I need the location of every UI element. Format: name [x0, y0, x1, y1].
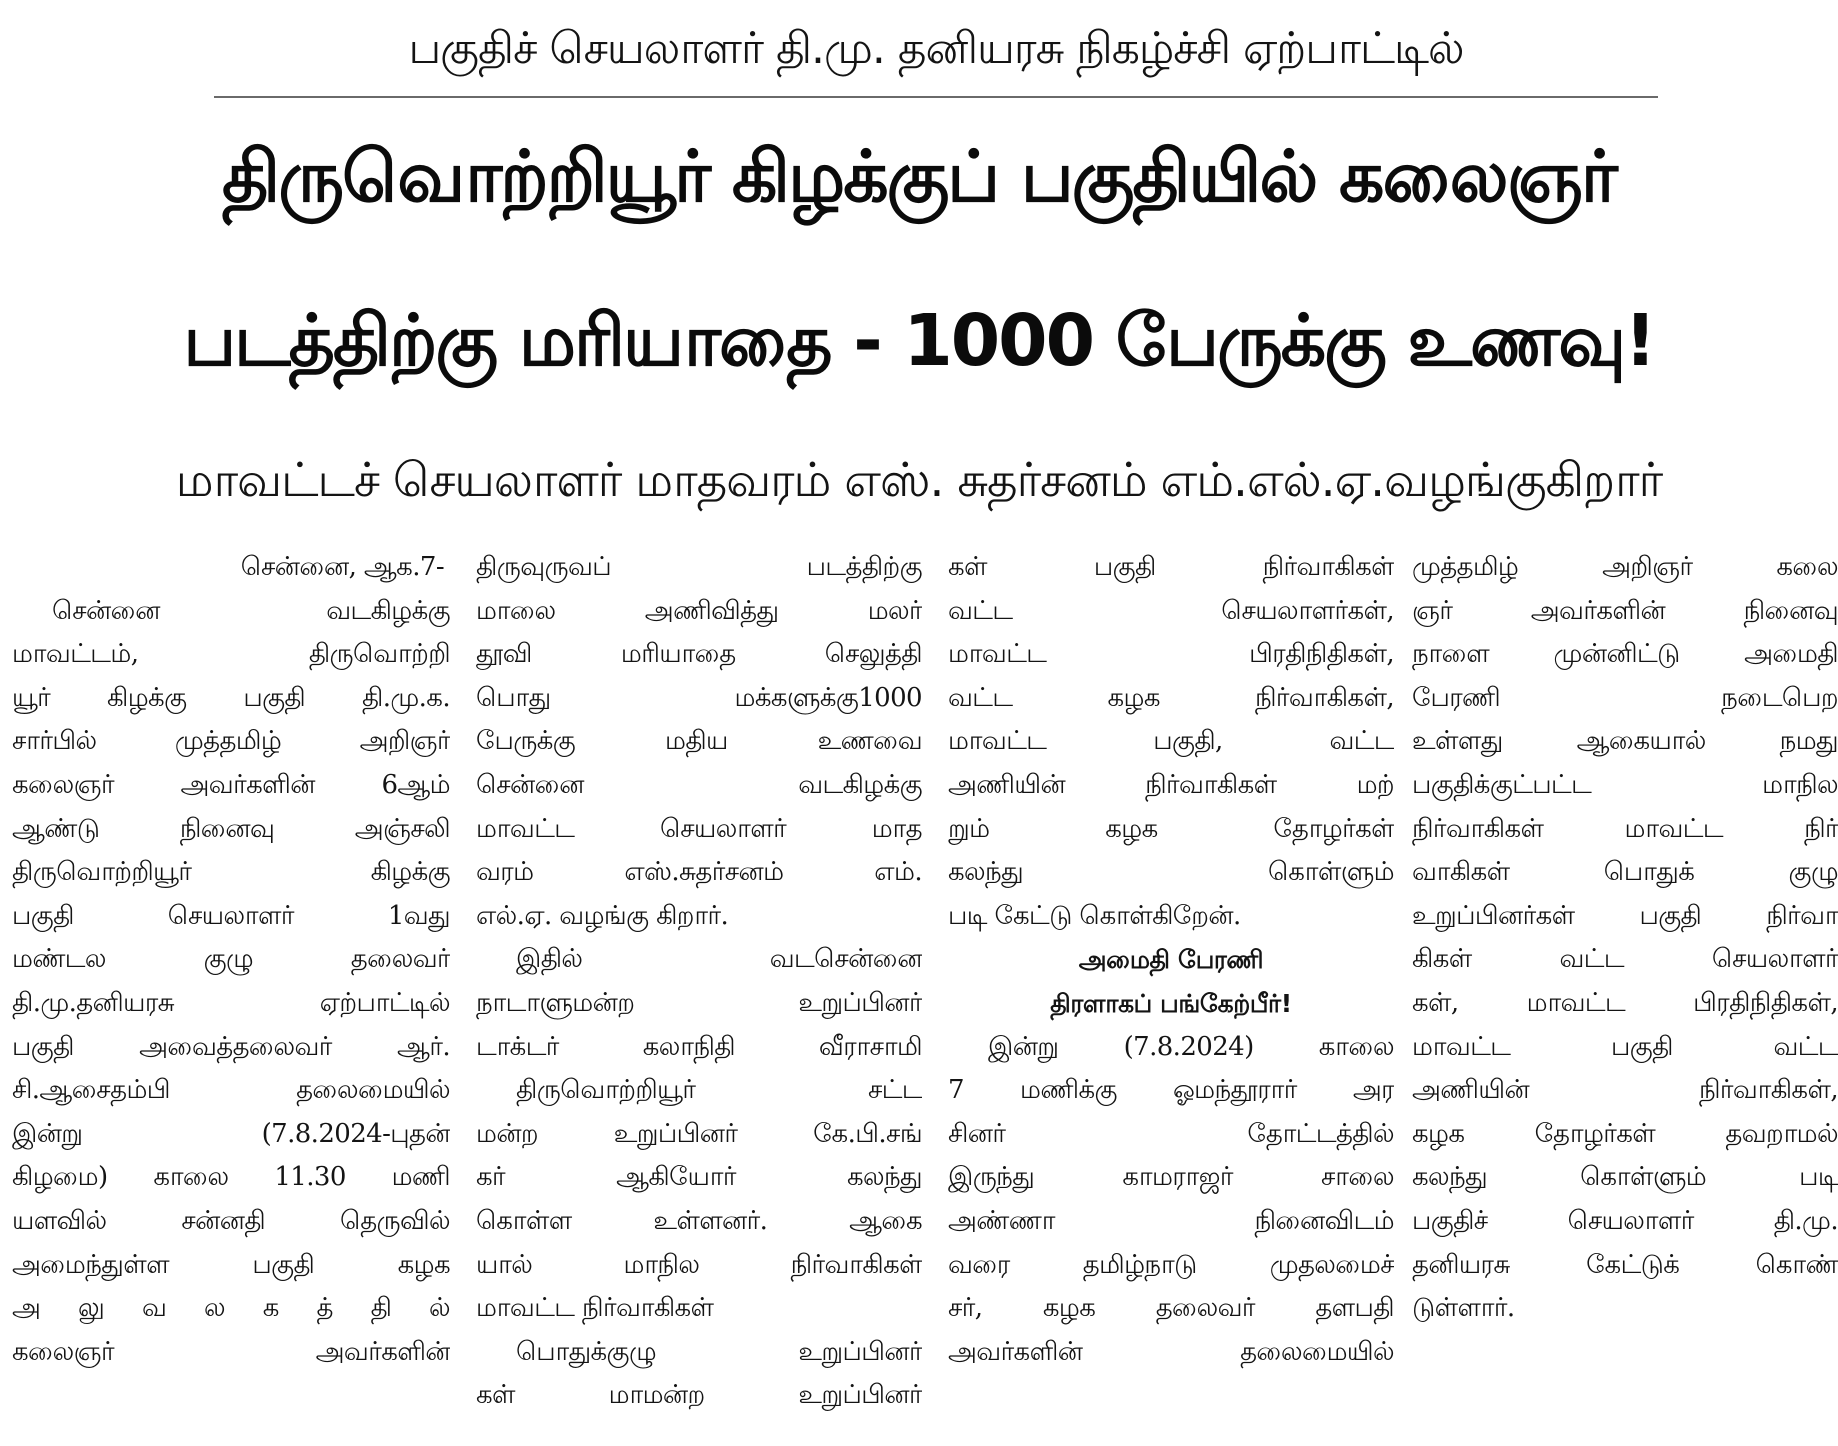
column-line: மாலை அணிவித்து மலர் — [476, 595, 922, 626]
column-line: திருவொற்றியூர் கிழக்கு — [12, 857, 450, 888]
column-line: வட்ட கழக நிர்வாகிகள், — [948, 682, 1394, 713]
article-column-1 — [12, 546, 450, 1374]
column-line: மன்ற உறுப்பினர் கே.பி.சங் — [476, 1118, 922, 1149]
column-line: முத்தமிழ் அறிஞர் கலை — [1412, 552, 1838, 582]
column-line: வரம் எஸ்.சுதர்சனம் எம். — [476, 857, 922, 888]
column-line: டுள்ளார். — [1412, 1293, 1515, 1324]
column-line: எல்.ஏ. வழங்கு கிறார். — [476, 900, 729, 931]
article-column-4 — [1412, 546, 1838, 1331]
column-line: சர், கழக தலைவர் தளபதி — [948, 1293, 1394, 1324]
column-line: பொதுக்குழு உறுப்பினர் — [516, 1336, 922, 1367]
column-line: தி.மு.தனியரசு ஏற்பாட்டில் — [12, 987, 450, 1018]
column-line: ஞர் அவர்களின் நினைவு — [1412, 595, 1838, 626]
column-line: பேருக்கு மதிய உணவை — [476, 726, 922, 757]
column-line: மாவட்ட நிர்வாகிகள் — [476, 1293, 714, 1324]
column-line: யளவில் சன்னதி தெருவில் — [12, 1205, 450, 1236]
column-line: வட்ட செயலாளர்கள், — [948, 595, 1394, 626]
kicker-divider — [214, 96, 1658, 98]
column-line: திருவுருவப் படத்திற்கு — [476, 552, 922, 582]
column-line: ஆண்டு நினைவு அஞ்சலி — [12, 813, 450, 844]
column-line: 7 மணிக்கு ஓமந்தூரார் அர — [948, 1075, 1394, 1106]
column-line: கொள்ள உள்ளனர். ஆகை — [476, 1205, 922, 1236]
column-line: கலந்து கொள்ளும் — [948, 857, 1394, 888]
column-line: மண்டல குழு தலைவர் — [12, 944, 450, 975]
column-line: மாவட்ட பிரதிநிதிகள், — [948, 639, 1394, 670]
column-line: சினர் தோட்டத்தில் — [948, 1118, 1394, 1149]
column-line: இதில் வடசென்னை — [516, 944, 922, 975]
column-line: பகுதிக்குட்பட்ட மாநில — [1412, 769, 1838, 800]
column-line: கலைஞர் அவர்களின் 6ஆம் — [12, 769, 450, 800]
column-line: கலைஞர் அவர்களின் — [12, 1336, 450, 1367]
column-line: யால் மாநில நிர்வாகிகள் — [476, 1249, 922, 1280]
column-line: கர் ஆகியோர் கலந்து — [476, 1162, 922, 1193]
column-line: றும் கழக தோழர்கள் — [948, 813, 1394, 844]
kicker-line: பகுதிச் செயலாளர் தி.மு. தனியரசு நிகழ்ச்சி ஏற்பாட்டில் — [408, 23, 1464, 74]
column-line: உறுப்பினர்கள் பகுதி நிர்வா — [1412, 900, 1838, 931]
column-line: கிகள் வட்ட செயலாளர் — [1412, 944, 1838, 975]
column-line: தூவி மரியாதை செலுத்தி — [476, 639, 922, 670]
column-line: நிர்வாகிகள் மாவட்ட நிர் — [1412, 813, 1838, 844]
article-column-3 — [948, 546, 1394, 1374]
column-line: பகுதிச் செயலாளர் தி.மு. — [1412, 1205, 1838, 1236]
article-column-2 — [476, 546, 922, 1418]
column-line: சென்னை வடகிழக்கு — [52, 595, 450, 626]
column-line: மாவட்ட பகுதி, வட்ட — [948, 726, 1394, 757]
dateline: சென்னை, ஆக.7- — [240, 552, 444, 582]
column-line: இருந்து காமராஜர் சாலை — [948, 1162, 1394, 1193]
column-line: வாகிகள் பொதுக் குழு — [1412, 857, 1838, 888]
column-line: அ லு வ ல க த் தி ல் — [12, 1293, 450, 1324]
column-line: தனியரசு கேட்டுக் கொண் — [1412, 1249, 1838, 1280]
article-body — [12, 546, 1838, 1446]
column-line: கள் பகுதி நிர்வாகிகள் — [948, 552, 1394, 582]
subheading-line-2: திரளாகப் பங்கேற்பீர்! — [1050, 988, 1292, 1018]
column-line: பொது மக்களுக்கு1000 — [476, 682, 922, 713]
column-line: உள்ளது ஆகையால் நமது — [1412, 726, 1838, 757]
column-line: கள் மாமன்ற உறுப்பினர் — [476, 1380, 922, 1411]
column-line: அவர்களின் தலைமையில் — [948, 1336, 1394, 1367]
column-line: நாடாளுமன்ற உறுப்பினர் — [476, 987, 922, 1018]
column-line: இன்று (7.8.2024) காலை — [988, 1031, 1394, 1062]
column-line: பேரணி நடைபெற — [1412, 682, 1838, 713]
column-line: அமைந்துள்ள பகுதி கழக — [12, 1249, 450, 1280]
column-line: படி கேட்டு கொள்கிறேன். — [948, 900, 1241, 931]
column-line: அண்ணா நினைவிடம் — [948, 1205, 1394, 1236]
column-line: வரை தமிழ்நாடு முதலமைச் — [948, 1249, 1394, 1280]
column-line: கழக தோழர்கள் தவறாமல் — [1412, 1118, 1838, 1149]
column-line: சி.ஆசைதம்பி தலைமையில் — [12, 1075, 450, 1106]
column-line: பகுதி செயலாளர் 1வது — [12, 900, 450, 931]
deck-subheadline: மாவட்டச் செயலாளர் மாதவரம் எஸ். சுதர்சனம் எம்.எல்.ஏ.வழங்குகிறார் — [175, 452, 1663, 508]
headline-line-2: படத்திற்கு மரியாதை - 1000 பேருக்கு உணவு! — [183, 298, 1655, 382]
column-line: நாளை முன்னிட்டு அமைதி — [1412, 639, 1838, 670]
headline-line-1: திருவொற்றியூர் கிழக்குப் பகுதியில் கலைஞர் — [222, 134, 1616, 218]
column-line: டாக்டர் கலாநிதி வீராசாமி — [476, 1031, 922, 1062]
column-line: கிழமை) காலை 11.30 மணி — [12, 1162, 450, 1193]
column-line: மாவட்ட செயலாளர் மாத — [476, 813, 922, 844]
column-line: திருவொற்றியூர் சட்ட — [516, 1075, 922, 1106]
column-line: சார்பில் முத்தமிழ் அறிஞர் — [12, 726, 450, 757]
column-line: கள், மாவட்ட பிரதிநிதிகள், — [1412, 987, 1838, 1018]
column-line: மாவட்ட பகுதி வட்ட — [1412, 1031, 1838, 1062]
column-line: கலந்து கொள்ளும் படி — [1412, 1162, 1838, 1193]
column-line: அணியின் நிர்வாகிகள் மற் — [948, 769, 1394, 800]
column-line: யூர் கிழக்கு பகுதி தி.மு.க. — [12, 682, 450, 713]
subheading-line-1: அமைதி பேரணி — [1078, 945, 1264, 975]
column-line: சென்னை வடகிழக்கு — [476, 769, 922, 800]
column-line: அணியின் நிர்வாகிகள், — [1412, 1075, 1838, 1106]
column-line: பகுதி அவைத்தலைவர் ஆர். — [12, 1031, 450, 1062]
column-line: இன்று (7.8.2024-புதன் — [12, 1118, 450, 1149]
column-line: மாவட்டம், திருவொற்றி — [12, 639, 450, 670]
